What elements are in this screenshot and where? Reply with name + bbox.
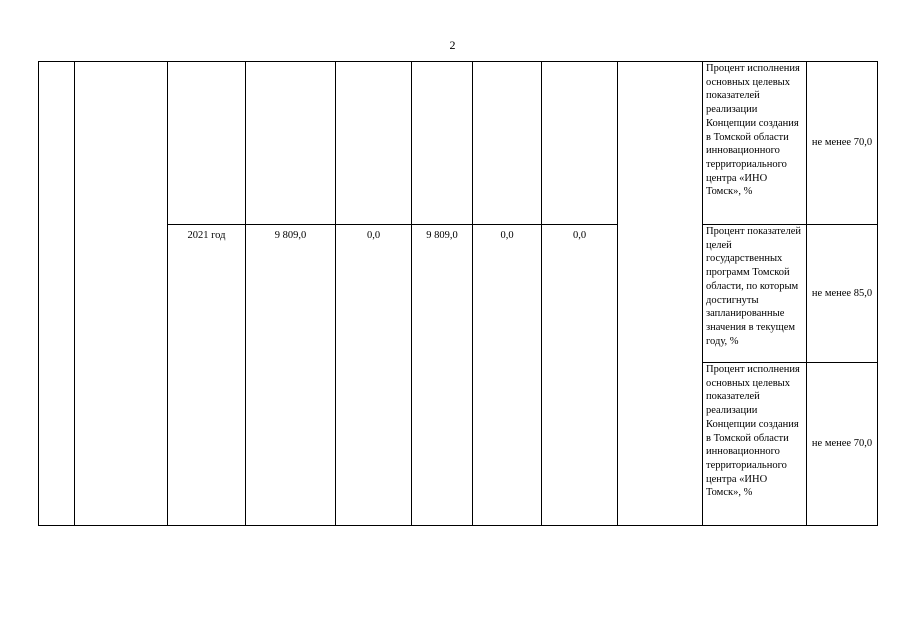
- indicator-name: Процент показателей целей государственных программ Томской области, по которым достигнуты запланированные значения в текущем году, %: [703, 225, 807, 363]
- other-cell: 0,0: [542, 225, 618, 526]
- federal-cell: 0,0: [336, 225, 412, 526]
- indicator-name: Процент исполнения основных целевых показателей реализации Концепции создания в Томской области инновационного территориального центра «ИНО Томск», %: [703, 363, 807, 526]
- indicator-value: не менее 70,0: [807, 363, 878, 526]
- total-cell: 9 809,0: [246, 225, 336, 526]
- task-name-cell: [75, 62, 168, 526]
- regional-cell-prev: [412, 62, 473, 225]
- program-table: [38, 61, 878, 526]
- number-cell: [39, 62, 75, 526]
- year-cell: 2021 год: [168, 225, 246, 526]
- local-cell-prev: [473, 62, 542, 225]
- regional-cell: 9 809,0: [412, 225, 473, 526]
- federal-cell-prev: [336, 62, 412, 225]
- total-cell-prev: [246, 62, 336, 225]
- year-cell-prev: [168, 62, 246, 225]
- other-cell-prev: [542, 62, 618, 225]
- local-cell: 0,0: [473, 225, 542, 526]
- indicator-name: Процент исполнения основных целевых показателей реализации Концепции создания в Томской области инновационного территориального центра «ИНО Томск», %: [703, 62, 807, 225]
- indicator-value: не менее 70,0: [807, 62, 878, 225]
- page-number: 2: [449, 38, 456, 52]
- participant-cell: [618, 62, 703, 526]
- table-row: [39, 62, 878, 225]
- indicator-value: не менее 85,0: [807, 225, 878, 363]
